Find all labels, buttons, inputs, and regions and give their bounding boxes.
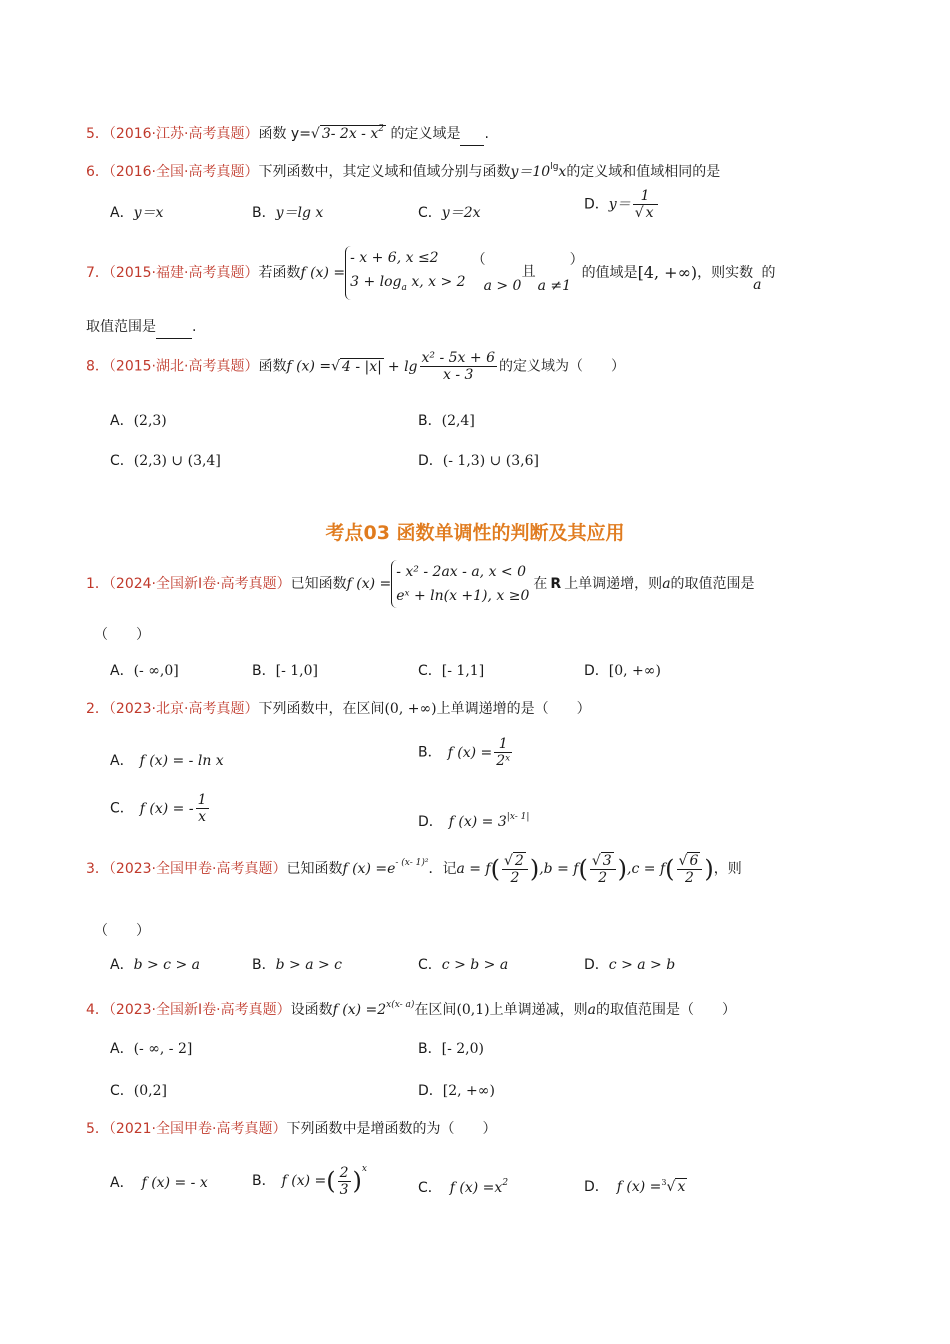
option-a[interactable]: A． f (x) = - x bbox=[110, 1175, 208, 1191]
option-d[interactable]: D． f (x) =$^3$√ x bbox=[584, 1178, 686, 1195]
option-b[interactable]: B． f (x) = $\frac{1}{\text{2ˣ}}$ bbox=[418, 736, 511, 769]
option-c[interactable]: C． f $(x) =x^2$ bbox=[418, 1178, 509, 1196]
option-d[interactable]: D．(- 1,3) ∪ (3,6] bbox=[418, 453, 539, 469]
option-a[interactable]: A．b > c > a bbox=[110, 957, 200, 973]
option-d[interactable]: D． f $(x) = 3^{|x- 1|}$ bbox=[418, 812, 530, 830]
question-number: 5． bbox=[86, 126, 109, 142]
answer-blank bbox=[156, 316, 192, 339]
option-a[interactable]: A．(- ∞,0] bbox=[110, 663, 179, 679]
option-c[interactable]: C．[- 1,1] bbox=[418, 663, 485, 679]
option-b[interactable]: B．[- 1,0] bbox=[252, 663, 318, 679]
question-prev-8: 8．（2015·湖北·高考真题）函数f (x) =√ 4 - |x| + lg $\frac{\text{x² - 5x + 6}}{x - 3}$ 的定义域为（ ） bbox=[86, 350, 625, 383]
option-c[interactable]: C． f (x) = - $\frac{1}{x}$ bbox=[110, 792, 207, 825]
option-b[interactable]: B．(2,4] bbox=[418, 413, 475, 429]
option-d[interactable]: D．[0, +∞) bbox=[584, 663, 661, 679]
option-d[interactable]: D．c > a > b bbox=[584, 957, 676, 973]
piecewise-function: - x² - 2ax - a, x < 0 eˣ + ln(x +1), x ≥0 bbox=[391, 560, 529, 608]
option-c[interactable]: C．(2,3) ∪ (3,4] bbox=[110, 453, 221, 469]
option-b[interactable]: B．b > a > c bbox=[252, 957, 343, 973]
question-5: 5．（2021·全国甲卷·高考真题）下列函数中是增函数的为（ ） bbox=[86, 1121, 497, 1137]
option-c[interactable]: C．y＝2x bbox=[418, 205, 481, 221]
option-b[interactable]: B．[- 2,0) bbox=[418, 1041, 484, 1057]
option-c[interactable]: C．c > b > a bbox=[418, 957, 509, 973]
question-source: （2016·江苏·高考真题） bbox=[108, 126, 259, 142]
question-prev-6: 6．（2016·全国·高考真题）下列函数中，其定义域和值域分别与函数$y=10^{lg}x$的定义域和值域相同的是 bbox=[86, 162, 721, 180]
question-prev-7-line2: 取值范围是 . bbox=[86, 316, 196, 339]
question-3: 3．（2023·全国甲卷·高考真题）已知函数f $(x) =e^{- (x- 1)^2}$．记a = f( $\frac{√ 2}{2}$ ),b = f( $\frac{√ 3}{2}$ ),c = f( $\frac{√ 6}{2}$ )，则 bbox=[86, 852, 742, 886]
piecewise-function: - x + 6, x ≤2 $3 + \log_a x$, x > 2 bbox=[345, 246, 465, 300]
option-b[interactable]: B． f (x) =( $\frac{2}{3}$ )$^x$ bbox=[252, 1164, 367, 1198]
option-a[interactable]: A． f (x) = - ln x bbox=[110, 753, 224, 769]
option-d[interactable]: D．y＝ $\frac{1}{√ x}$ bbox=[584, 188, 660, 221]
question-4: 4．（2023·全国新Ⅰ卷·高考真题）设函数f $(x) =2^{x(x- a)}$在区间(0,1)上单调递减，则a的取值范围是（ ） bbox=[86, 1000, 736, 1018]
question-prev-7: 7．（2015·福建·高考真题）若函数f (x) = - x + 6, x ≤2 $3 + \log_a x$, x > 2 （ a > 0 且 a ≠1 ） 的值域是[4, +∞)，则实数a的 bbox=[86, 246, 776, 300]
option-a[interactable]: A．(- ∞, - 2] bbox=[110, 1041, 193, 1057]
option-d[interactable]: D．[2, +∞) bbox=[418, 1083, 495, 1099]
option-a[interactable]: A．(2,3) bbox=[110, 413, 167, 429]
question-1: 1．（2024·全国新Ⅰ卷·高考真题）已知函数f (x) = - x² - 2ax - a, x < 0 eˣ + ln(x +1), x ≥0 在 R 上单调递增，则a的取值范围是 bbox=[86, 560, 755, 608]
option-c[interactable]: C．(0,2] bbox=[110, 1083, 167, 1099]
option-b[interactable]: B．y＝lg x bbox=[252, 205, 324, 221]
answer-blank bbox=[460, 123, 484, 146]
section-title: 考点03 函数单调性的判断及其应用 bbox=[325, 522, 625, 544]
option-a[interactable]: A．y＝x bbox=[110, 205, 164, 221]
question-3-line2: （ ） bbox=[94, 923, 150, 939]
question-2: 2．（2023·北京·高考真题）下列函数中，在区间(0, +∞)上单调递增的是（ ） bbox=[86, 701, 591, 717]
question-prev-5: 5．（2016·江苏·高考真题）函数 y=√ 3- $2x - x^2$ 的定义域是 . bbox=[86, 118, 489, 146]
question-1-line2: （ ） bbox=[94, 627, 150, 643]
